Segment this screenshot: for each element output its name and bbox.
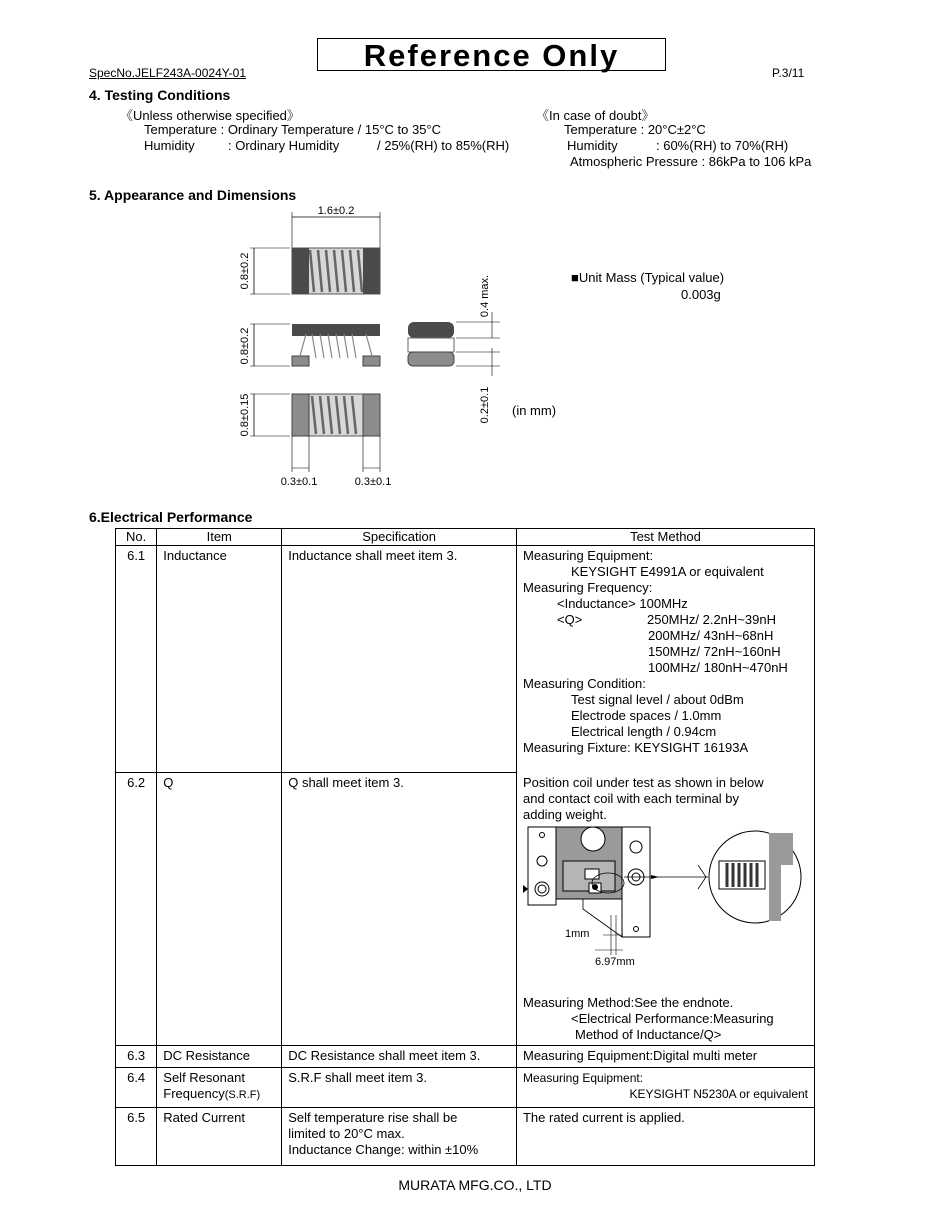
side-view-foot-left	[292, 356, 309, 366]
footer-company: MURATA MFG.CO., LTD	[398, 1177, 552, 1193]
row-item: Rated Current	[157, 1107, 282, 1165]
unless-humidity-label: Humidity	[144, 138, 195, 153]
bottom-view-terminal-right	[363, 394, 380, 436]
section-performance-title: 6.Electrical Performance	[89, 509, 253, 525]
fig-697-label: 6.97mm	[594, 955, 635, 968]
header-spec: Specification	[282, 529, 517, 546]
doubt-temperature: Temperature : 20°C±2°C	[564, 122, 706, 137]
unless-humidity-mid: : Ordinary Humidity	[228, 138, 340, 153]
table-row	[116, 773, 815, 1046]
table-row	[116, 1045, 815, 1067]
row-no: 6.1	[116, 546, 157, 773]
row-item: Self Resonant Frequency(S.R.F)	[157, 1067, 282, 1107]
performance-table	[115, 528, 815, 1166]
unless-humidity-value: / 25%(RH) to 85%(RH)	[377, 138, 510, 153]
row-spec: Q shall meet item 3.	[282, 773, 517, 1046]
end-view-top	[408, 322, 454, 338]
unless-temperature: Temperature : Ordinary Temperature / 15°C to 35°C	[144, 122, 442, 137]
bottom-height-label: 0.8±0.15	[239, 393, 251, 437]
fixture-right-plate	[622, 827, 650, 937]
row-spec: S.R.F shall meet item 3.	[282, 1067, 517, 1107]
terminal-height-label: 0.2±0.1	[479, 386, 491, 424]
table-row	[116, 1107, 815, 1165]
row-item: Inductance	[157, 546, 282, 773]
top-height-label: 0.8±0.2	[239, 252, 251, 290]
header-no: No.	[116, 529, 157, 546]
section-appearance-title: 5. Appearance and Dimensions	[89, 187, 297, 203]
row-method: Measuring Equipment:Digital multi meter	[516, 1045, 814, 1067]
doubt-humidity-value: : 60%(RH) to 70%(RH)	[656, 138, 789, 153]
top-view-terminal-right	[363, 248, 380, 294]
reference-only-stamp: Reference Only	[317, 38, 666, 71]
fig-1mm-label: 1mm	[564, 927, 590, 940]
top-view-terminal-left	[292, 248, 309, 294]
width-dim-label: 1.6±0.2	[317, 205, 355, 217]
header-method: Test Method	[516, 529, 814, 546]
doubt-pressure: Atmospheric Pressure : 86kPa to 106 kPa	[570, 154, 812, 169]
row-method: Measuring Equipment: KEYSIGHT N5230A or equivalent	[516, 1067, 814, 1107]
unit-note: (in mm)	[512, 403, 557, 418]
row-no: 6.2	[116, 773, 157, 1046]
header-item: Item	[157, 529, 282, 546]
row-method: Measuring Equipment: KEYSIGHT E4991A or equivalent Measuring Frequency: <Inductance> 100MHz <Q> 250MHz/ 2.2nH~39nH 200MHz/ 43nH~68nH 150MHz/ 72nH~160nH 100MHz/ 180nH~470nH Measuring Condition: Test signal level / about 0dBm Electrode spaces / 1.0mm Electrical length / 0.94cm Measuring Fixture: KEYSIGHT 16193A	[516, 546, 814, 773]
test-fixture-figure	[523, 825, 808, 987]
row-no: 6.4	[116, 1067, 157, 1107]
doubt-humidity-label: Humidity	[567, 138, 618, 153]
doubt-label: 《In case of doubt》	[536, 108, 655, 123]
row-spec: DC Resistance shall meet item 3.	[282, 1045, 517, 1067]
unit-mass-value: 0.003g	[681, 287, 721, 302]
row-method: The rated current is applied.	[516, 1107, 814, 1165]
row-item: DC Resistance	[157, 1045, 282, 1067]
unless-label: 《Unless otherwise specified》	[120, 108, 300, 123]
spec-number: SpecNo.JELF243A-0024Y-01	[89, 66, 246, 80]
row-no: 6.3	[116, 1045, 157, 1067]
terminal-left-label: 0.3±0.1	[280, 476, 318, 488]
table-row	[116, 1067, 815, 1107]
section-testing-title: 4. Testing Conditions	[89, 87, 231, 103]
end-view-bottom	[408, 352, 454, 366]
row-method: Position coil under test as shown in below and contact coil with each terminal by adding weight. 1mm 6.97mm Measuring Method:See the endnote. <Electrical Performance:Measuring Method of Inductance/Q>	[516, 773, 814, 1046]
terminal-right-label: 0.3±0.1	[354, 476, 392, 488]
table-row	[116, 546, 815, 773]
row-spec: Self temperature rise shall be limited to 20°C max. Inductance Change: within ±10%	[282, 1107, 517, 1165]
row-spec: Inductance shall meet item 3.	[282, 546, 517, 773]
dimension-drawing	[230, 200, 530, 500]
table-header-row	[116, 529, 815, 546]
page-number: P.3/11	[772, 66, 805, 80]
max-height-label: 0.4 max.	[479, 274, 491, 318]
row-item: Q	[157, 773, 282, 1046]
side-height-label: 0.8±0.2	[239, 327, 251, 365]
side-view-foot-right	[363, 356, 380, 366]
row-no: 6.5	[116, 1107, 157, 1165]
unit-mass-label: ■Unit Mass (Typical value)	[571, 270, 725, 285]
bottom-view-terminal-left	[292, 394, 309, 436]
